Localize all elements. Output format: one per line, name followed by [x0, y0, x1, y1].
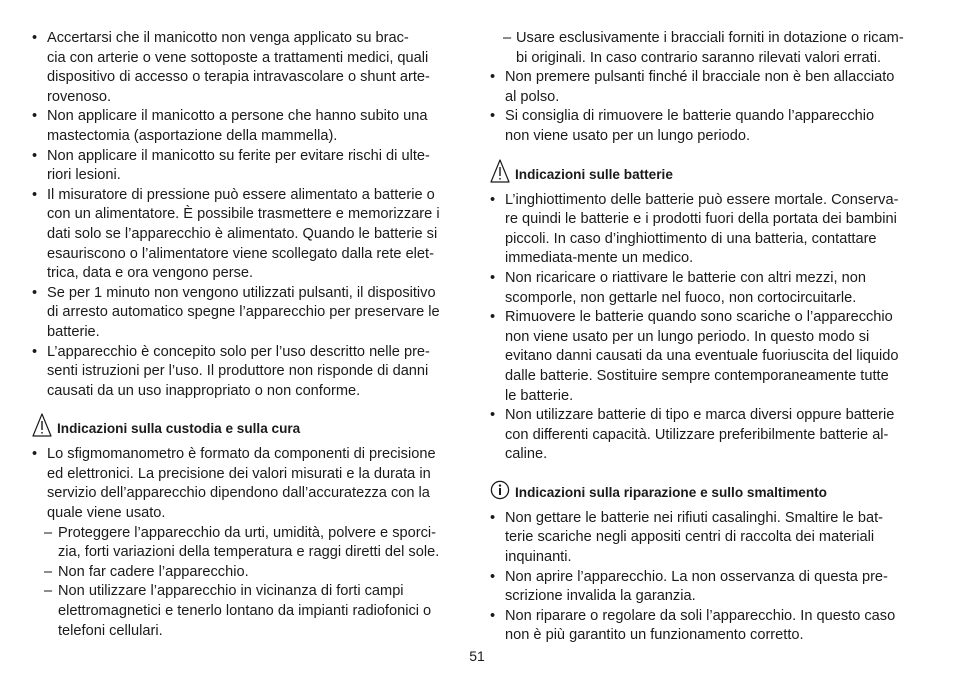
dash-marker: – [44, 583, 53, 600]
text-line: scrizione invalida la garanzia. [505, 588, 696, 605]
list-item [32, 284, 464, 343]
text-line: evitano danni causati da una eventuale fuoriuscita del liquido [505, 348, 899, 365]
text-line: • Non gettare le batterie nei rifiuti casalinghi. Smaltire le bat- [505, 509, 884, 526]
dash-item [490, 29, 920, 68]
section-heading-text: Indicazioni sulla custodia e sulla cura [57, 421, 301, 437]
dash-marker: – [503, 30, 512, 46]
list-item [490, 509, 920, 568]
warning-triangle-icon [32, 412, 52, 438]
text-line: ed elettronici. La precisione dei valori misurati e la durata in [47, 465, 431, 482]
text-line: immediata-mente un medico. [505, 250, 694, 267]
text-line: non viene usato per un lungo periodo. In questo modo si [505, 328, 870, 345]
text-line: • Non utilizzare batterie di tipo e marca diversi oppure batterie [505, 407, 895, 424]
text-line: re quindi le batterie e i prodotti fuori della portata dei bambini [505, 211, 897, 228]
text-line: • Rimuovere le batterie quando sono scariche o l’apparecchio [505, 309, 893, 326]
text-line: caline. [505, 446, 548, 463]
info-circle-icon [490, 476, 510, 502]
list-item [32, 186, 464, 284]
text-line: • Non applicare il manicotto a persone che hanno subito una [47, 108, 428, 125]
text-line: piccoli. In caso d’inghiottimento di una batteria, contattare [505, 230, 877, 247]
section-heading-batteries [490, 158, 920, 184]
section-heading-care [32, 412, 464, 438]
text-line: non viene usato per un lungo periodo. [505, 127, 751, 144]
text-line: di arresto automatico spegne l’apparecchio per preservare le [47, 304, 440, 321]
text-line: senti istruzioni per l’uso. Il produttore non risponde di danni [47, 363, 429, 380]
text-line: dispositivo di accesso o terapia intravascolare o shunt arte- [47, 69, 430, 86]
list-item [490, 107, 920, 146]
dash-item [32, 524, 464, 563]
text-line: con differenti capacità. Utilizzare preferibilmente batterie al- [505, 426, 889, 443]
list-item [490, 191, 920, 269]
section-heading-repair [490, 476, 920, 502]
text-line: zia, forti variazioni della temperatura e raggi diretti del sole. [58, 544, 440, 561]
list-item [32, 147, 464, 186]
text-line: Usare esclusivamente i bracciali forniti in dotazione o ricam- [516, 30, 904, 46]
dash-marker: – [44, 524, 53, 541]
right-column [490, 29, 920, 646]
text-line: servizio dell’apparecchio dipendono dall’accuratezza con la [47, 485, 430, 502]
list-item [32, 445, 464, 523]
text-line: • Non ricaricare o riattivare le batterie con altri mezzi, non [505, 269, 866, 286]
list-item [32, 29, 464, 107]
text-line: • Lo sfigmomanometro è formato da componenti di precisione [47, 446, 436, 463]
bullet-list [32, 29, 464, 401]
text-line: riori lesioni. [47, 167, 121, 184]
list-item [490, 406, 920, 465]
list-item [490, 308, 920, 406]
text-line: scomporle, non gettarle nel fuoco, non cortocircuitarle. [505, 289, 857, 306]
text-line: bi originali. In caso contrario saranno rilevati valori errati. [516, 49, 882, 66]
text-line: • L’inghiottimento delle batterie può essere mortale. Conserva- [505, 191, 899, 208]
text-line: le batterie. [505, 387, 574, 404]
dash-item [32, 582, 464, 641]
text-line: quale viene usato. [47, 505, 166, 522]
text-line: • Non aprire l’apparecchio. La non osservanza di questa pre- [505, 568, 888, 585]
text-line: telefoni cellulari. [58, 622, 163, 639]
text-line: batterie. [47, 323, 100, 340]
section-heading-text: Indicazioni sulla riparazione e sullo smaltimento [515, 484, 827, 500]
text-line: rovenoso. [47, 88, 112, 105]
text-line: dalle batterie. Sostituire sempre contemporaneamente tutte [505, 367, 889, 384]
text-line: Proteggere l’apparecchio da urti, umidità, polvere e sporci- [58, 524, 437, 541]
warning-triangle-icon [490, 158, 510, 184]
text-line: non è più garantito un funzionamento corretto. [505, 627, 804, 644]
text-line: • Si consiglia di rimuovere le batterie quando l’apparecchio [505, 108, 875, 125]
text-line: Non utilizzare l’apparecchio in vicinanza di forti campi [58, 583, 404, 600]
list-item [490, 607, 920, 646]
text-line: • Non riparare o regolare da soli l’apparecchio. In questo caso [505, 607, 896, 624]
text-line: • Non premere pulsanti finché il bracciale non è ben allacciato [505, 69, 895, 86]
text-line: esauriscono o l’alimentatore viene scollegato dalla rete elet- [47, 245, 434, 262]
text-line: terie scariche negli appositi centri di raccolta dei materiali [505, 529, 875, 546]
text-line: causati da un uso inappropriato o non conforme. [47, 382, 361, 399]
text-line: • Non applicare il manicotto su ferite per evitare rischi di ulte- [47, 147, 430, 164]
section-heading-text: Indicazioni sulle batterie [515, 166, 673, 182]
text-line: al polso. [505, 88, 560, 105]
list-item [490, 68, 920, 107]
dash-item [32, 563, 464, 583]
text-line: elettromagnetici e tenerlo lontano da impianti radiofonici o [58, 603, 432, 620]
page-number: 51 [469, 648, 485, 664]
left-column [32, 29, 464, 641]
text-line: cia con arterie o vene sottoposte a trattamenti medici, quali [47, 49, 429, 66]
text-line: inquinanti. [505, 549, 572, 566]
list-item [32, 107, 464, 146]
text-line: con un alimentatore. È possibile trasmettere e memorizzare i [47, 206, 440, 223]
text-line: dati solo se l’apparecchio è alimentato. Quando le batterie si [47, 225, 438, 242]
list-item [490, 568, 920, 607]
text-line: mastectomia (asportazione della mammella). [47, 127, 338, 144]
text-line: • Il misuratore di pressione può essere alimentato a batterie o [47, 186, 435, 203]
list-item [490, 269, 920, 308]
text-line: • L’apparecchio è concepito solo per l’uso descritto nelle pre- [47, 343, 430, 360]
text-line: trica, data e ora vengono perse. [47, 265, 254, 282]
list-item [32, 343, 464, 402]
text-line: • Se per 1 minuto non vengono utilizzati pulsanti, il dispositivo [47, 284, 436, 301]
dash-marker: – [44, 563, 53, 580]
text-line: Non far cadere l’apparecchio. [58, 563, 249, 580]
text-line: • Accertarsi che il manicotto non venga applicato su brac- [47, 30, 409, 46]
